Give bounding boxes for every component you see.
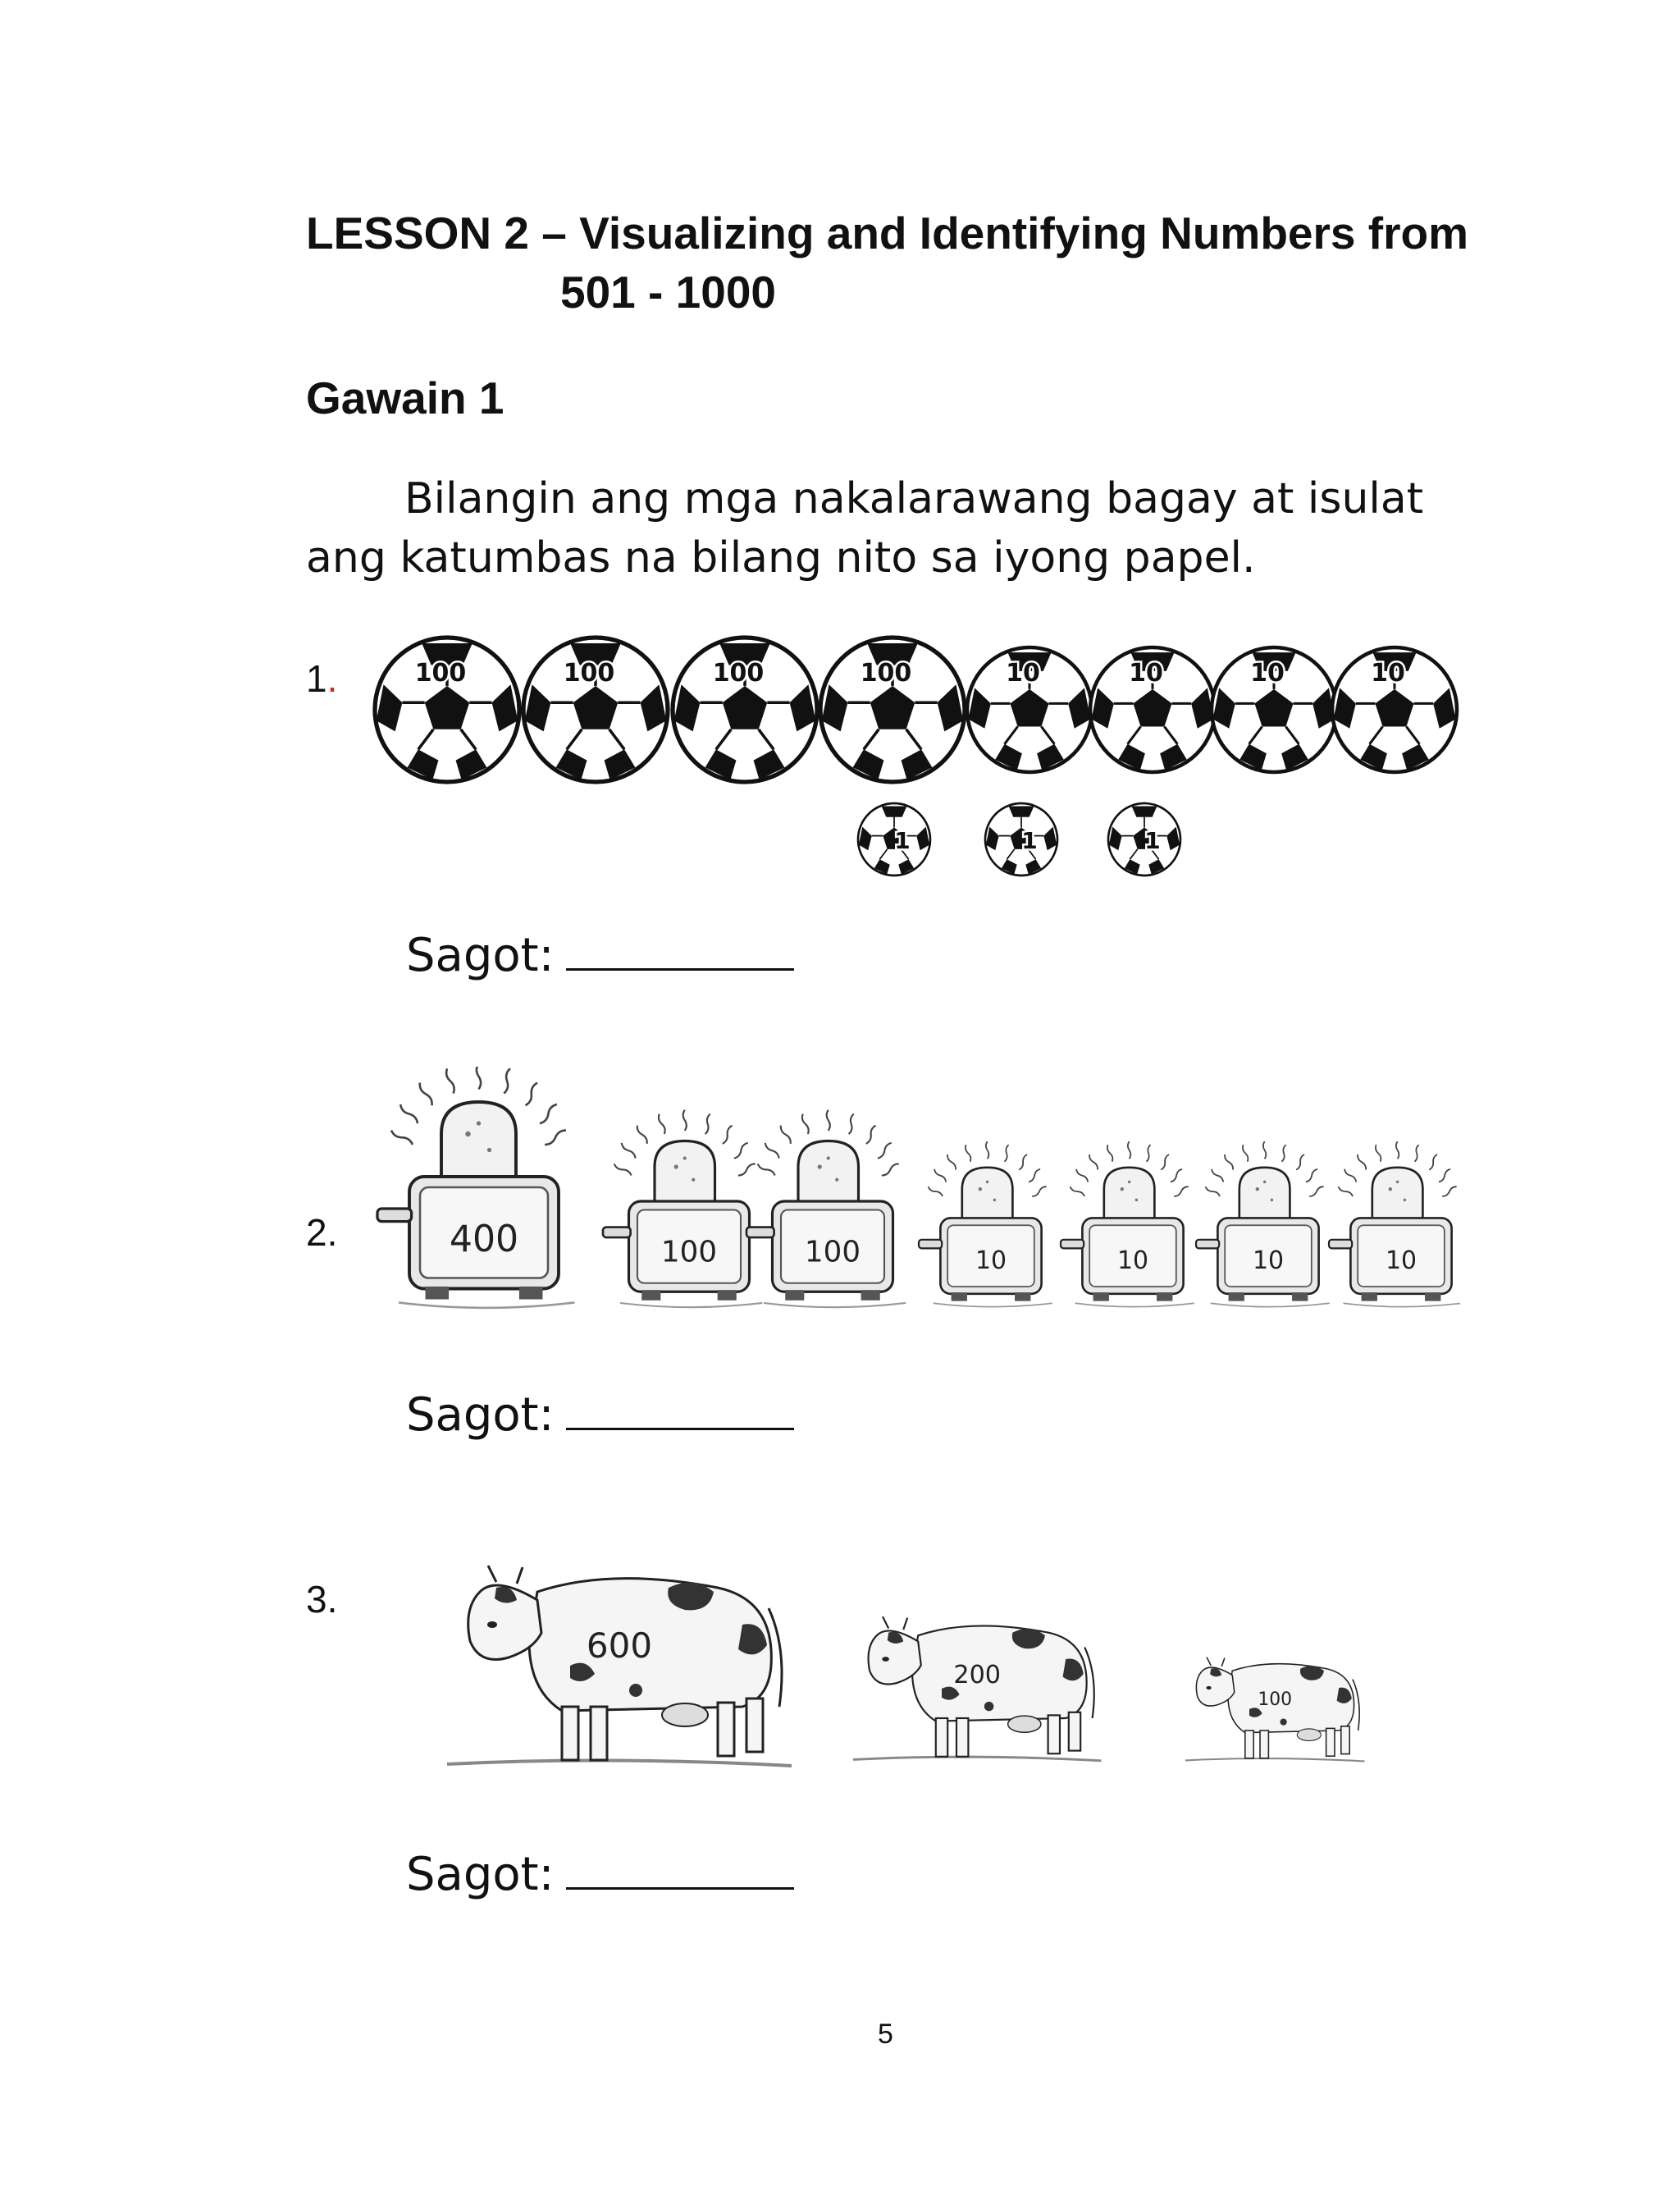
toaster-label: 10 — [975, 1246, 1007, 1275]
cow-200 — [853, 1616, 1101, 1761]
toaster-100-2 — [603, 1110, 762, 1307]
soccer-ball-100-2 — [523, 638, 668, 782]
soccer-ball-label: 10 — [1129, 659, 1163, 688]
page-number: 5 — [878, 2019, 893, 2050]
cow-label: 100 — [1258, 1689, 1293, 1710]
toaster-400-1 — [377, 1067, 575, 1308]
small-soccer-ball-1 — [858, 803, 930, 876]
soccer-ball-10-7 — [1212, 647, 1336, 772]
soccer-ball-10-5 — [967, 647, 1092, 772]
cow-label: 600 — [586, 1625, 653, 1666]
soccer-ball-100-4 — [820, 638, 965, 782]
item-1-soccer-balls — [369, 632, 1477, 886]
soccer-ball-100-3 — [673, 638, 817, 782]
soccer-ball-10-6 — [1090, 647, 1215, 772]
item-3-answer-blank[interactable] — [566, 1846, 794, 1890]
item-1-red-dot: . — [326, 657, 338, 700]
small-soccer-ball-2 — [985, 803, 1057, 876]
toaster-label: 10 — [1116, 1246, 1149, 1275]
lesson-title-line2: 501 - 1000 — [560, 267, 776, 318]
item-1-number: 1. — [306, 657, 338, 700]
cow-100 — [1185, 1657, 1364, 1762]
item-1-answer-blank[interactable] — [566, 927, 794, 971]
instruction-line2: ang katumbas na bilang nito sa iyong papel. — [306, 533, 1256, 583]
toaster-label: 10 — [1252, 1246, 1285, 1275]
instruction-text — [306, 469, 1487, 588]
small-soccer-ball-label: 1 — [1144, 827, 1161, 854]
item-2-toasters — [361, 1067, 1460, 1321]
soccer-ball-label: 100 — [712, 659, 765, 688]
soccer-ball-label: 100 — [860, 659, 912, 688]
toaster-label: 400 — [449, 1218, 519, 1260]
item-1-answer-label: Sagot: — [406, 929, 555, 982]
toaster-10-4 — [919, 1141, 1052, 1307]
soccer-ball-label: 10 — [1006, 659, 1040, 688]
item-2-number: 2. — [306, 1211, 338, 1254]
toaster-10-7 — [1329, 1141, 1460, 1307]
lesson-title — [306, 203, 1468, 322]
soccer-ball-label: 100 — [563, 659, 615, 688]
toaster-label: 100 — [804, 1235, 861, 1269]
soccer-ball-label: 10 — [1250, 659, 1285, 688]
item-2-answer-blank[interactable] — [566, 1387, 794, 1430]
soccer-ball-10-8 — [1332, 647, 1457, 772]
cow-label: 200 — [953, 1660, 1002, 1689]
item-3-answer — [406, 1846, 794, 1901]
instruction-line1: Bilangin ang mga nakalarawang bagay at isulat — [404, 474, 1424, 523]
cow-600 — [447, 1566, 792, 1766]
soccer-ball-label: 10 — [1371, 659, 1405, 688]
soccer-ball-100-1 — [375, 638, 519, 782]
small-soccer-ball-label: 1 — [1021, 827, 1038, 854]
lesson-title-line1: LESSON 2 – Visualizing and Identifying Numbers from — [306, 208, 1469, 258]
toaster-10-6 — [1196, 1141, 1330, 1307]
soccer-ball-label: 100 — [414, 659, 467, 688]
toaster-label: 10 — [1385, 1246, 1418, 1275]
item-3-number: 3. — [306, 1578, 338, 1621]
item-1-answer — [406, 927, 794, 982]
small-soccer-ball-label: 1 — [894, 827, 911, 854]
section-title: Gawain 1 — [306, 373, 504, 423]
small-soccer-ball-3 — [1108, 803, 1180, 876]
item-3-cows — [435, 1534, 1411, 1797]
toaster-100-3 — [746, 1110, 906, 1307]
item-2-answer-label: Sagot: — [406, 1388, 555, 1442]
item-2-answer — [406, 1387, 794, 1442]
toaster-label: 100 — [660, 1235, 718, 1269]
item-3-answer-label: Sagot: — [406, 1848, 555, 1901]
toaster-10-5 — [1061, 1141, 1194, 1307]
